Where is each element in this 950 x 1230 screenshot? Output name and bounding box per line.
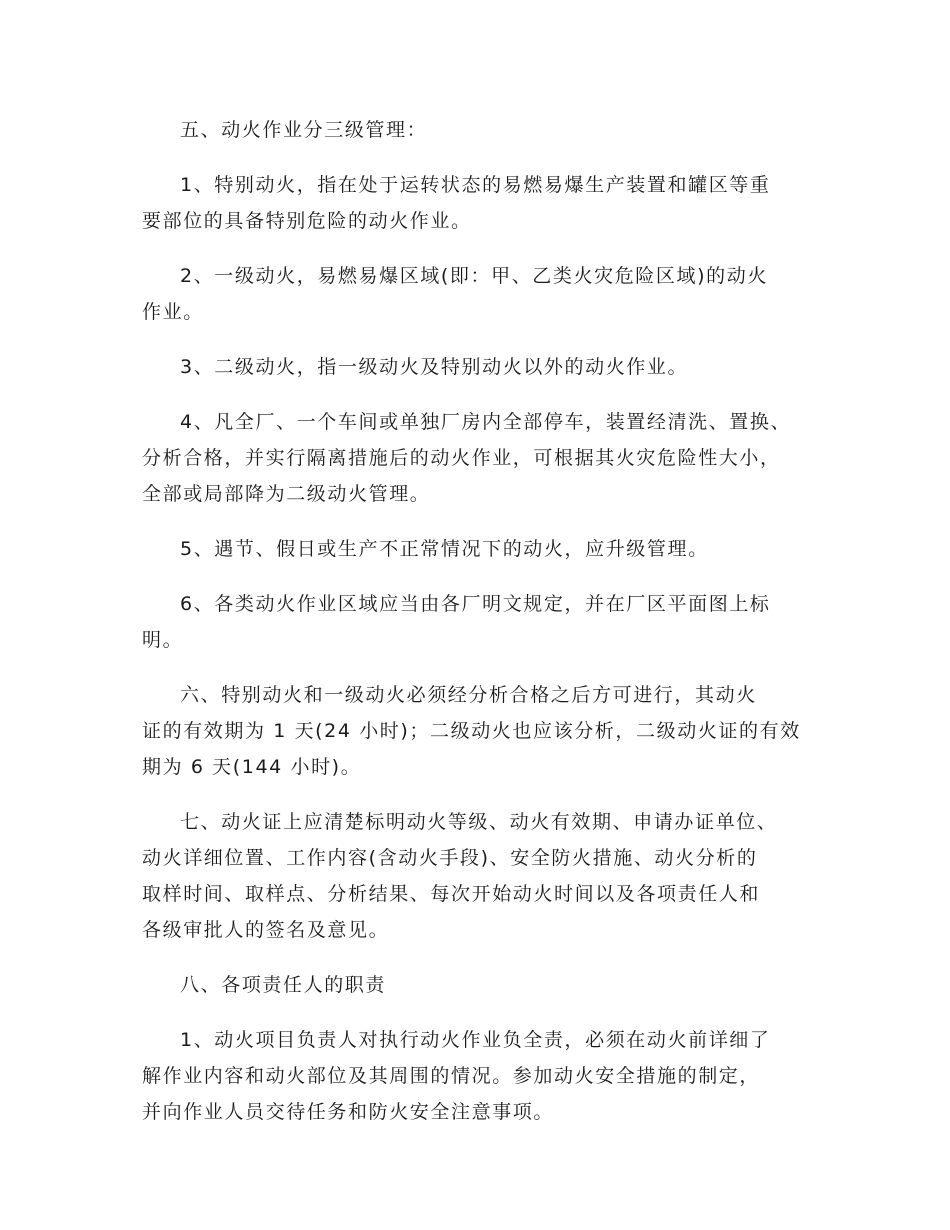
text-line: 八、各项责任人的职责 (180, 974, 387, 996)
text-line: 五、动火作业分三级管理： (180, 119, 428, 141)
section-7-permit-content (142, 804, 822, 948)
text-line: 1、动火项目负责人对执行动火作业负全责，必须在动火前详细了 (180, 1029, 771, 1051)
text-line: 2、一级动火，易燃易爆区域(即：甲、乙类火灾危险区域)的动火 (180, 265, 768, 287)
paragraph-zone-regulation (142, 586, 822, 658)
text-line: 6、各类动火作业区域应当由各厂明文规定，并在厂区平面图上标 (180, 593, 771, 615)
section-heading-8 (142, 967, 822, 1003)
text-line: 并向作业人员交待任务和防火安全注意事项。 (142, 1101, 555, 1123)
paragraph-project-leader-duty (142, 1022, 822, 1130)
text-line: 证的有效期为 1 天(24 小时)；二级动火也应该分析，二级动火证的有效 (142, 720, 801, 742)
text-line: 分析合格，并实行隔离措施后的动火作业，可根据其火灾危险性大小， (142, 447, 781, 469)
text-line: 5、遇节、假日或生产不正常情况下的动火，应升级管理。 (180, 538, 709, 560)
paragraph-special-fire (142, 167, 822, 239)
text-line: 3、二级动火，指一级动火及特别动火以外的动火作业。 (180, 356, 689, 378)
paragraph-full-shutdown (142, 404, 822, 512)
paragraph-level-one-fire (142, 258, 822, 330)
text-line: 明。 (142, 629, 184, 651)
document-body (142, 112, 822, 1149)
text-line: 作业。 (142, 301, 204, 323)
text-line: 4、凡全厂、一个车间或单独厂房内全部停车，装置经清洗、置换、 (180, 411, 792, 433)
section-heading-5 (142, 112, 822, 148)
paragraph-holiday-upgrade (142, 531, 822, 567)
text-line: 六、特别动火和一级动火必须经分析合格之后方可进行，其动火 (180, 684, 757, 706)
text-line: 各级审批人的签名及意见。 (142, 919, 390, 941)
text-line: 取样时间、取样点、分析结果、每次开始动火时间以及各项责任人和 (142, 883, 761, 905)
text-line: 解作业内容和动火部位及其周围的情况。参加动火安全措施的制定， (142, 1065, 761, 1087)
text-line: 1、特别动火，指在处于运转状态的易燃易爆生产装置和罐区等重 (180, 174, 771, 196)
text-line: 七、动火证上应清楚标明动火等级、动火有效期、申请办证单位、 (180, 811, 778, 833)
text-line: 动火详细位置、工作内容(含动火手段)、安全防火措施、动火分析的 (142, 847, 758, 869)
text-line: 要部位的具备特别危险的动火作业。 (142, 210, 472, 232)
section-6-permit-validity (142, 677, 822, 785)
text-line: 期为 6 天(144 小时)。 (142, 756, 362, 778)
paragraph-level-two-fire (142, 349, 822, 385)
text-line: 全部或局部降为二级动火管理。 (142, 483, 431, 505)
